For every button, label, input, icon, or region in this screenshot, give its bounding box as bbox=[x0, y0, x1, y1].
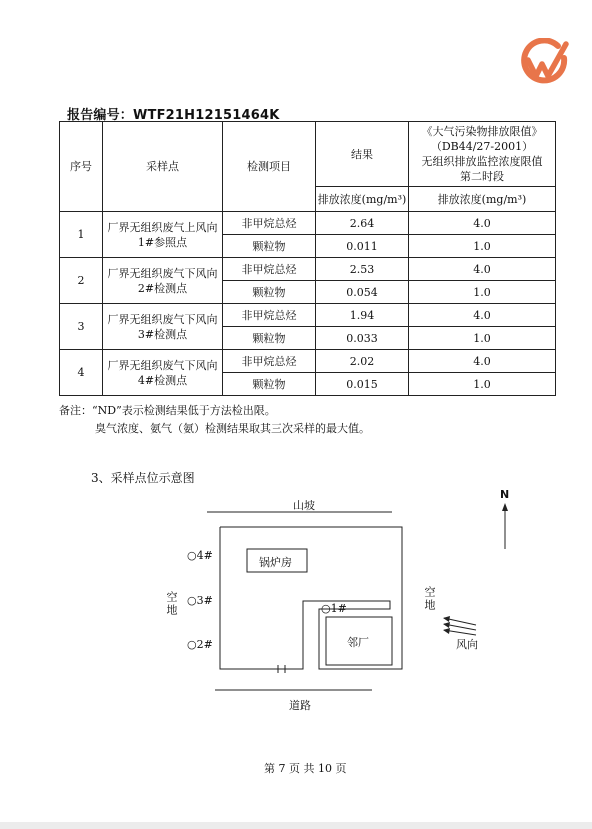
table-row bbox=[60, 350, 556, 373]
seq-cell: 3 bbox=[60, 304, 103, 350]
point-line: 厂界无组织废气下风向 bbox=[107, 266, 218, 280]
note-line-1: 备注：“ND”表示检测结果低于方法检出限。 bbox=[59, 404, 276, 417]
item-cell: 颗粒物 bbox=[223, 327, 316, 350]
check-w-logo-icon bbox=[514, 38, 574, 88]
right-label: 空地 bbox=[423, 586, 436, 612]
point-3-marker: ○3# bbox=[187, 594, 213, 607]
item-cell: 颗粒物 bbox=[223, 373, 316, 396]
left-label: 空地 bbox=[165, 591, 178, 617]
point-1-marker: ○1# bbox=[321, 602, 347, 615]
limit-cell: 4.0 bbox=[409, 350, 556, 373]
wind-arrowhead-icon bbox=[443, 622, 450, 628]
wind-arrowhead-icon bbox=[443, 628, 450, 634]
result-cell: 2.53 bbox=[316, 258, 409, 281]
table-row bbox=[60, 212, 556, 235]
seq-cell: 2 bbox=[60, 258, 103, 304]
limit-line: 无组织排放监控浓度限值 bbox=[421, 155, 543, 168]
item-cell: 非甲烷总烃 bbox=[223, 350, 316, 373]
results-table bbox=[59, 121, 556, 396]
bottom-strip bbox=[0, 822, 592, 829]
point-line: 2#检测点 bbox=[137, 281, 188, 295]
bottom-label: 道路 bbox=[289, 699, 311, 712]
limit-cell: 1.0 bbox=[409, 235, 556, 258]
point-cell bbox=[103, 258, 223, 304]
limit-cell: 1.0 bbox=[409, 327, 556, 350]
seq-cell: 1 bbox=[60, 212, 103, 258]
item-cell: 颗粒物 bbox=[223, 235, 316, 258]
page-footer: 第 7 页 共 10 页 bbox=[264, 762, 347, 775]
seq-cell: 4 bbox=[60, 350, 103, 396]
limit-line: （DB44/27-2001） bbox=[430, 140, 534, 153]
item-cell: 颗粒物 bbox=[223, 281, 316, 304]
result-cell: 2.64 bbox=[316, 212, 409, 235]
limit-line: 《大气污染物排放限值》 bbox=[421, 125, 543, 138]
neighbor-label: 邻厂 bbox=[347, 636, 369, 649]
header-seq: 序号 bbox=[60, 122, 103, 212]
point-4-marker: ○4# bbox=[187, 549, 213, 562]
result-cell: 2.02 bbox=[316, 350, 409, 373]
limit-cell: 4.0 bbox=[409, 258, 556, 281]
header-conc-result: 排放浓度(mg/m³) bbox=[316, 187, 409, 212]
wind-label: 风向 bbox=[456, 638, 478, 651]
wind-arrow bbox=[444, 624, 476, 630]
item-cell: 非甲烷总烃 bbox=[223, 258, 316, 281]
header-result: 结果 bbox=[316, 122, 409, 187]
item-cell: 非甲烷总烃 bbox=[223, 304, 316, 327]
item-cell: 非甲烷总烃 bbox=[223, 212, 316, 235]
result-cell: 0.054 bbox=[316, 281, 409, 304]
point-line: 1#参照点 bbox=[137, 235, 188, 249]
limit-cell: 1.0 bbox=[409, 373, 556, 396]
limit-cell: 4.0 bbox=[409, 212, 556, 235]
limit-cell: 4.0 bbox=[409, 304, 556, 327]
section-title: 3、采样点位示意图 bbox=[91, 471, 195, 485]
north-label: N bbox=[500, 488, 510, 501]
table-row bbox=[60, 258, 556, 281]
point-line: 4#检测点 bbox=[137, 373, 188, 387]
plant-boundary bbox=[220, 527, 402, 669]
header-conc-limit: 排放浓度(mg/m³) bbox=[409, 187, 556, 212]
point-cell bbox=[103, 304, 223, 350]
top-label: 山坡 bbox=[293, 499, 315, 512]
point-line: 厂界无组织废气下风向 bbox=[107, 358, 218, 372]
result-cell: 0.015 bbox=[316, 373, 409, 396]
wind-arrowhead-icon bbox=[443, 616, 450, 622]
north-arrow-icon bbox=[502, 503, 508, 511]
point-cell bbox=[103, 212, 223, 258]
point-line: 厂界无组织废气上风向 bbox=[107, 220, 218, 234]
note-line-2: 臭气浓度、氨气（氨）检测结果取其三次采样的最大值。 bbox=[95, 422, 370, 435]
point-2-marker: ○2# bbox=[187, 638, 213, 651]
boiler-room-label: 锅炉房 bbox=[259, 556, 292, 569]
header-point: 采样点 bbox=[103, 122, 223, 212]
result-cell: 0.033 bbox=[316, 327, 409, 350]
result-cell: 0.011 bbox=[316, 235, 409, 258]
table-row bbox=[60, 304, 556, 327]
header-limit bbox=[409, 122, 556, 187]
limit-cell: 1.0 bbox=[409, 281, 556, 304]
point-line: 厂界无组织废气下风向 bbox=[107, 312, 218, 326]
point-cell bbox=[103, 350, 223, 396]
limit-line: 第二时段 bbox=[460, 170, 504, 183]
header-item: 检测项目 bbox=[223, 122, 316, 212]
point-line: 3#检测点 bbox=[137, 327, 188, 341]
report-number: 报告编号：WTF21H12151464K bbox=[67, 108, 280, 123]
wind-arrow bbox=[444, 618, 476, 625]
result-cell: 1.94 bbox=[316, 304, 409, 327]
wind-arrow bbox=[444, 630, 476, 635]
